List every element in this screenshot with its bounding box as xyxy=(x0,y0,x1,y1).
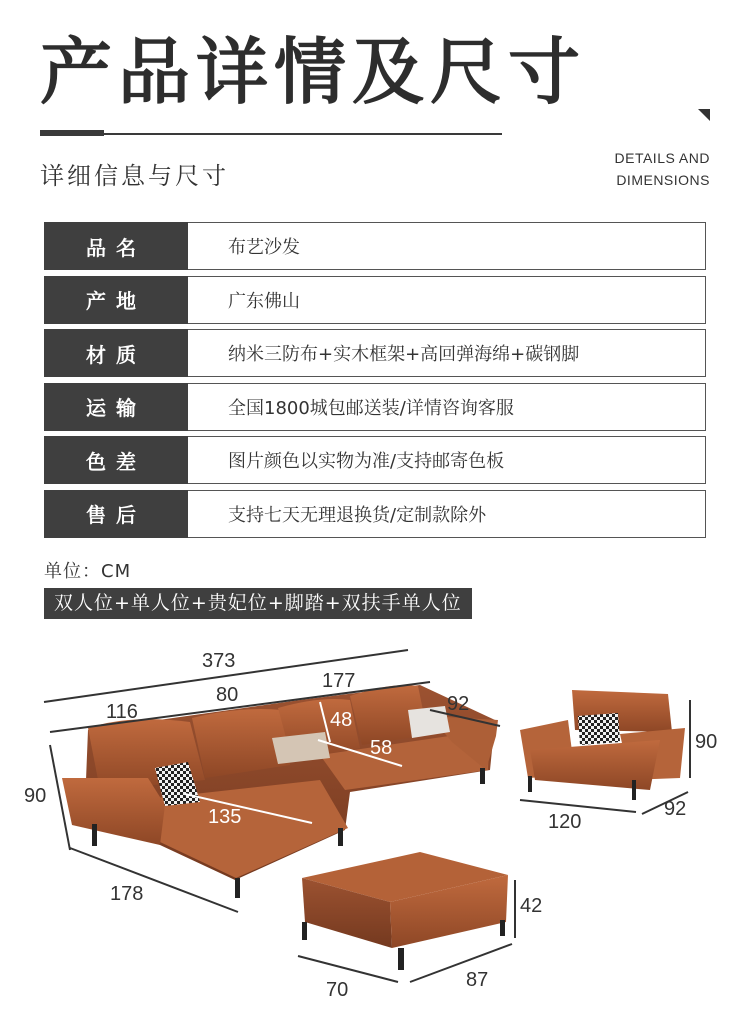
dim-total-width: 373 xyxy=(202,650,236,672)
spec-row-origin xyxy=(44,276,706,324)
english-heading-line-2: DIMENSIONS xyxy=(616,172,710,188)
dim-chair-width: 120 xyxy=(548,811,582,833)
armchair xyxy=(520,690,685,800)
spec-value: 支持七天无理退换货/定制款除外 xyxy=(188,490,706,538)
page-title: 产品详情及尺寸 xyxy=(40,30,587,114)
spec-label: 色差 xyxy=(44,436,188,484)
dim-seat-depth: 58 xyxy=(370,737,393,759)
dim-arm-depth: 92 xyxy=(447,693,470,715)
dim-middle-seat: 80 xyxy=(216,684,239,706)
spec-row-name xyxy=(44,222,706,270)
dim-chaise-length: 178 xyxy=(110,883,144,905)
spec-value: 图片颜色以实物为准/支持邮寄色板 xyxy=(188,436,706,484)
dim-ottoman-width: 70 xyxy=(326,979,349,1001)
spec-row-color xyxy=(44,436,706,484)
spec-label: 售后 xyxy=(44,490,188,538)
spec-value: 纳米三防布+实木框架+高回弹海绵+碳钢脚 xyxy=(188,329,706,377)
unit-label: 单位：CM xyxy=(44,561,132,582)
corner-triangle-icon xyxy=(698,109,710,121)
combo-label: 双人位+单人位+贵妃位+脚踏+双扶手单人位 xyxy=(44,588,472,619)
dim-ottoman-height: 42 xyxy=(520,895,543,917)
sofa-dimension-figure xyxy=(0,630,750,1018)
dim-right-section: 177 xyxy=(322,670,356,692)
spec-value: 广东佛山 xyxy=(188,276,706,324)
spec-label: 产地 xyxy=(44,276,188,324)
spec-value: 布艺沙发 xyxy=(188,222,706,270)
dim-chair-height: 90 xyxy=(695,731,718,753)
dim-back-height: 48 xyxy=(330,709,353,731)
spec-value: 全国1800城包邮送装/详情咨询客服 xyxy=(188,383,706,431)
spec-row-shipping xyxy=(44,383,706,431)
dim-height: 90 xyxy=(24,785,47,807)
spec-label: 运输 xyxy=(44,383,188,431)
dim-ottoman-length: 87 xyxy=(466,969,489,991)
dim-left-seat: 116 xyxy=(106,701,138,723)
dim-chaise-width: 135 xyxy=(208,806,242,828)
spec-row-material xyxy=(44,329,706,377)
title-underline xyxy=(40,133,502,135)
title-underline-accent xyxy=(40,130,104,136)
ottoman xyxy=(302,852,508,970)
english-heading xyxy=(615,147,711,191)
spec-row-after-sales xyxy=(44,490,706,538)
spec-label: 品名 xyxy=(44,222,188,270)
spec-table xyxy=(44,222,706,543)
dim-chair-depth: 92 xyxy=(664,798,687,820)
english-heading-line-1: DETAILS AND xyxy=(614,150,710,166)
spec-label: 材质 xyxy=(44,329,188,377)
page-subtitle: 详细信息与尺寸 xyxy=(40,162,229,190)
